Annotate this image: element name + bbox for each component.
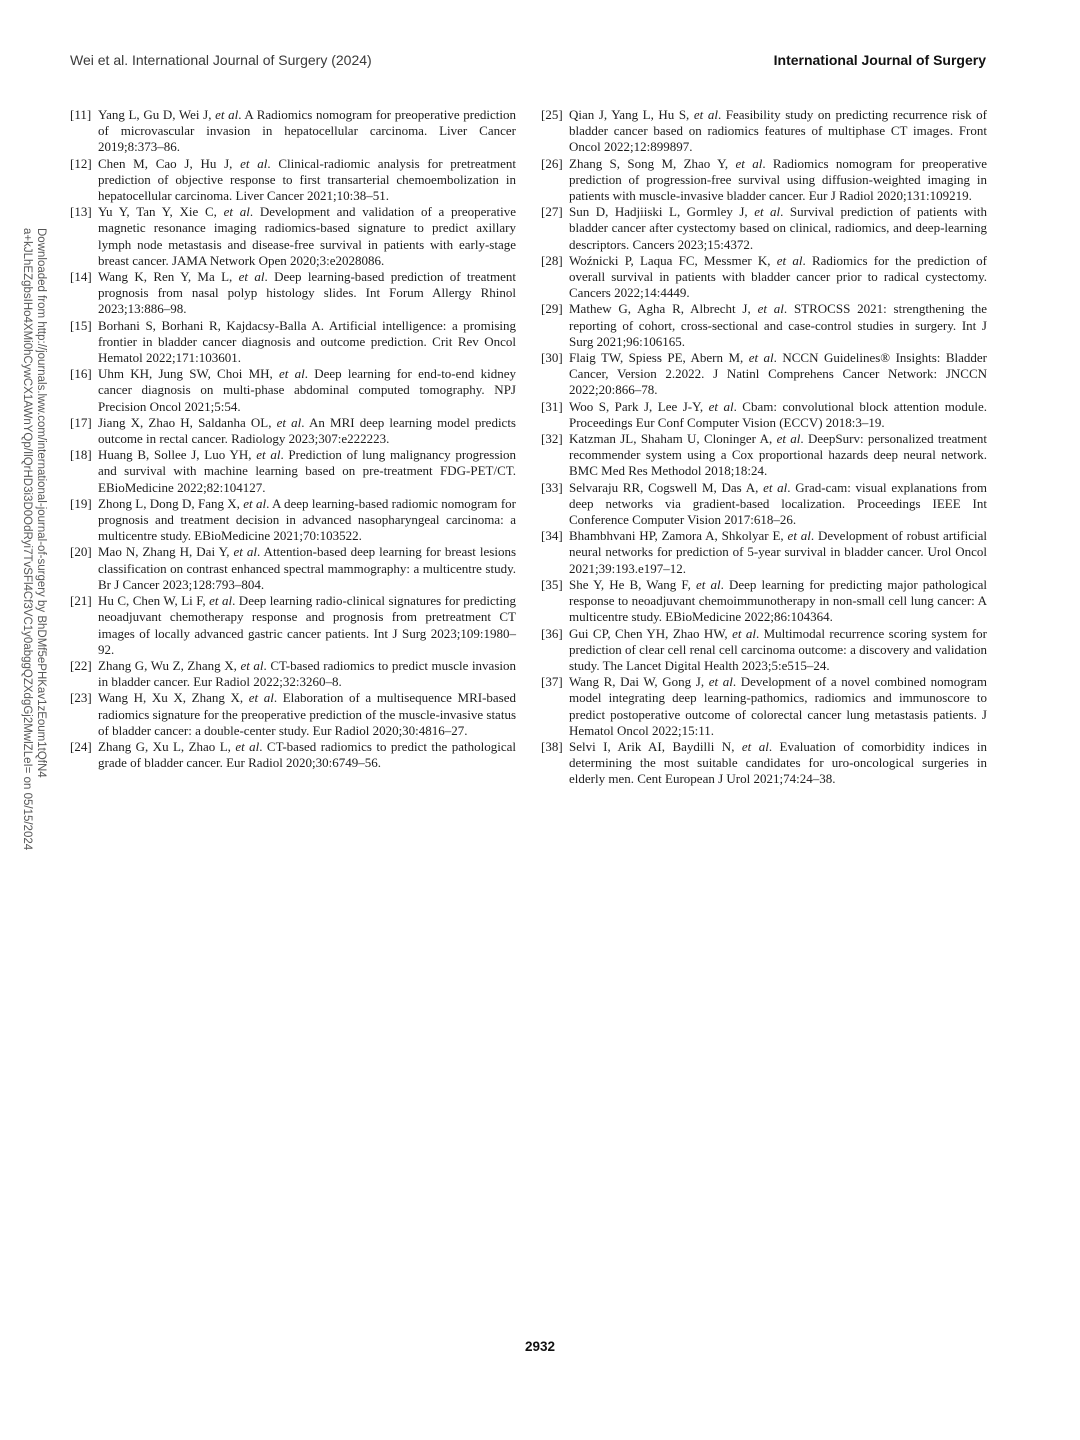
reference-authors: Woźnicki P, Laqua FC, Messmer K, <box>569 252 771 268</box>
reference-number: [24] <box>70 738 92 754</box>
reference-et-al: et al <box>763 479 788 495</box>
reference-et-al: et al <box>235 738 260 754</box>
reference-number: [30] <box>541 350 563 366</box>
reference-details: . Development of a novel combined nomogram model integrating deep learning-pathomics, radiomics and immunoscore to predict postoperative outcome of colorectal cancer lung metastasis patients. J Hematol Oncol 2022;15:11. <box>569 674 988 738</box>
reference-number: [25] <box>541 107 563 122</box>
reference-et-al: et al <box>741 738 769 754</box>
reference-et-al: et al <box>240 657 264 673</box>
reference-text <box>569 577 987 624</box>
reference-text <box>569 528 987 575</box>
reference-authors: Zhang S, Song M, Zhao Y, <box>569 155 729 171</box>
reference-details: . STROCSS 2021: strengthening the reporting of cohort, cross-sectional and case-control studies in surgery. Int J Surg 2021;96:106165. <box>569 301 988 349</box>
reference-et-al: et al <box>248 690 274 706</box>
reference-details: . Feasibility study on predicting recurrence risk of bladder cancer based on radiomics features of multiphase CT images. Front Oncol 2022;12:899897. <box>569 107 988 155</box>
reference-details: . DeepSurv: personalized treatment recommender system using a Cox proportional hazards deep neural network. BMC Med Res Methodol 2018;18:24. <box>569 431 987 479</box>
reference-item <box>541 350 987 399</box>
reference-details: . A Radiomics nomogram for preoperative prediction of microvascular invasion in hepatocellular carcinoma. Liver Cancer 2019;8:373–86. <box>98 107 517 155</box>
reference-authors: Qian J, Yang L, Hu S, <box>569 107 690 122</box>
reference-et-al: et al <box>754 204 781 220</box>
reference-item <box>70 156 516 205</box>
reference-et-al: et al <box>787 528 811 544</box>
reference-authors: Borhani S, Borhani R, Kajdacsy-Balla A. <box>98 317 325 333</box>
reference-item <box>70 415 516 447</box>
reference-details: . NCCN Guidelines® Insights: Bladder Cancer, Version 2.2022. J Natinl Comprehens Cancer Network: JNCCN 2022;20:866–78. <box>569 350 987 398</box>
reference-text <box>98 544 516 591</box>
reference-item <box>541 480 987 529</box>
reference-details: . Deep learning for predicting major pathological response to neoadjuvant chemoimmunotherapy in non-small cell lung cancer: A multicentre study. EBioMedicine 2022;86:104364. <box>569 576 988 625</box>
reference-number: [14] <box>70 269 92 285</box>
reference-text <box>98 690 516 737</box>
reference-item <box>70 366 516 415</box>
references-column-left <box>70 107 516 771</box>
reference-et-al: et al <box>735 155 763 171</box>
reference-number: [34] <box>541 528 563 544</box>
reference-item <box>70 107 516 156</box>
watermark-line-1: Downloaded from http://journals.lww.com/international-journal-of-surgery by BhDMf5ePHKav1zEoum1tQfN4 <box>35 228 47 778</box>
reference-text <box>569 350 987 397</box>
reference-authors: Zhong L, Dong D, Fang X, <box>98 495 240 511</box>
reference-item <box>70 658 516 690</box>
reference-et-al: et al <box>279 366 305 382</box>
reference-authors: Flaig TW, Spiess PE, Abern M, <box>569 350 744 366</box>
reference-et-al: et al <box>243 495 267 511</box>
reference-number: [11] <box>70 107 92 122</box>
reference-item <box>541 399 987 431</box>
reference-number: [23] <box>70 690 92 706</box>
reference-details: . Deep learning for end-to-end kidney cancer diagnosis on multi-phase abdominal computed tomography. NPJ Precision Oncol 2021;5:54. <box>98 366 517 414</box>
reference-authors: Selvi I, Arik AI, Baydilli N, <box>569 738 735 754</box>
reference-details: . Elaboration of a multisequence MRI-based radiomics signature for the preoperative prediction of the muscle-invasive status of bladder cancer: a double-center study. Eur Radiol 2020;30:4816–27. <box>98 690 517 738</box>
reference-authors: Yang L, Gu D, Wei J, <box>98 107 212 122</box>
reference-details: . Cbam: convolutional block attention module. Proceedings Eur Conf Computer Vision (ECCV) 2018:3–19. <box>569 398 988 430</box>
reference-number: [38] <box>541 738 563 754</box>
reference-details: . Attention-based deep learning for breast lesions classification on contrast enhanced spectral mammography: a multicentre study. Br J Cancer 2023;128:793–804. <box>98 544 516 592</box>
reference-et-al: et al <box>776 431 801 447</box>
reference-text <box>98 269 516 316</box>
reference-et-al: et al <box>238 269 265 285</box>
reference-number: [28] <box>541 252 563 268</box>
reference-text <box>98 739 516 770</box>
reference-item <box>70 447 516 496</box>
reference-number: [22] <box>70 657 92 673</box>
reference-authors: Zhang G, Xu L, Zhao L, <box>98 738 231 754</box>
reference-text <box>98 318 516 365</box>
reference-text <box>569 399 987 430</box>
reference-text <box>98 156 516 203</box>
reference-details: . Prediction of lung malignancy progression and survival with machine learning based on pre-treatment FDG-PET/CT. EBioMedicine 2022;82:104127. <box>98 447 517 495</box>
running-header-journal: International Journal of Surgery <box>773 52 986 68</box>
reference-text <box>569 674 987 738</box>
reference-authors: Uhm KH, Jung SW, Choi MH, <box>98 366 273 382</box>
reference-number: [17] <box>70 414 92 430</box>
reference-details: . CT-based radiomics to predict the pathological grade of bladder cancer. Eur Radiol 2020;30:6749–56. <box>98 738 516 771</box>
reference-et-al: et al <box>695 576 721 592</box>
reference-item <box>541 301 987 350</box>
reference-details: . Development of robust artificial neural networks for prediction of 5-year survival in bladder cancer. Urol Oncol 2021;39:193.e197–12. <box>569 528 988 576</box>
reference-details: . Radiomics nomogram for preoperative prediction of progression-free survival using diffusion-weighted imaging in patients with muscle-invasive bladder cancer. Eur J Radiol 2020;131:109219. <box>569 155 987 204</box>
reference-item <box>70 690 516 739</box>
reference-authors: Huang B, Sollee J, Luo YH, <box>98 447 252 463</box>
reference-details: . Deep learning radio-clinical signatures for predicting neoadjuvant chemotherapy response and prognosis from pretreatment CT images of locally advanced gastric cancer patients. Int J Surg 2023;109:1980–92. <box>98 593 517 657</box>
reference-authors: Chen M, Cao J, Hu J, <box>98 155 233 171</box>
reference-text <box>98 366 516 413</box>
reference-authors: Hu C, Chen W, Li F, <box>98 593 206 609</box>
reference-item <box>70 544 516 593</box>
reference-authors: Mathew G, Agha R, Albrecht J, <box>569 301 751 317</box>
download-watermark <box>20 228 48 850</box>
reference-authors: Selvaraju RR, Cogswell M, Das A, <box>569 479 759 495</box>
reference-details: . Development and validation of a preoperative magnetic resonance imaging radiomics-based signature to predict axillary lymph node metastasis and disease-free survival in patients with early-stage breast cancer. JAMA Network Open 2020;3:e2028086. <box>98 204 516 268</box>
reference-details: . Deep learning-based prediction of treatment prognosis from nasal polyp histology slides. Int Forum Allergy Rhinol 2023;13:886–98. <box>98 269 517 317</box>
reference-authors: Mao N, Zhang H, Dai Y, <box>98 544 230 560</box>
reference-authors: Gui CP, Chen YH, Zhao HW, <box>569 625 728 641</box>
reference-number: [16] <box>70 366 92 382</box>
reference-et-al: et al <box>256 447 281 463</box>
reference-details: . Grad-cam: visual explanations from deep networks via gradient-based localization. Proceedings IEEE Int Conference Computer Vision 2017:618–26. <box>569 479 988 528</box>
reference-text <box>569 156 987 203</box>
reference-text <box>569 480 987 527</box>
reference-text <box>98 447 516 494</box>
reference-item <box>70 496 516 545</box>
reference-et-al: et al <box>776 252 803 268</box>
reference-et-al: et al <box>209 593 233 609</box>
reference-text <box>569 253 987 300</box>
page-number: 2932 <box>524 1339 556 1354</box>
reference-details: . Radiomics for the prediction of overall survival in patients with bladder cancer prior to radical cystectomy. Cancers 2022;14:4449. <box>569 252 987 301</box>
reference-authors: Sun D, Hadjiiski L, Gormley J, <box>569 204 748 220</box>
reference-text <box>569 107 987 154</box>
reference-item <box>541 528 987 577</box>
reference-authors: She Y, He B, Wang F, <box>569 576 691 592</box>
reference-text <box>569 431 987 478</box>
reference-number: [27] <box>541 204 563 220</box>
reference-et-al: et al <box>708 674 733 690</box>
reference-item <box>541 107 987 156</box>
reference-details: . A deep learning-based radiomic nomogram for prognosis and treatment decision in advanced nasopharyngeal carcinoma: a multicentre study. EBioMedicine 2021;70:103522. <box>98 495 517 544</box>
reference-number: [33] <box>541 479 563 495</box>
reference-authors: Bhambhvani HP, Zamora A, Shkolyar E, <box>569 528 784 544</box>
reference-et-al: et al <box>240 155 268 171</box>
reference-details: . Evaluation of comorbidity indices in determining the most suitable candidates for uro-oncological surgeries in elderly men. Cent European J Urol 2021;74:24–38. <box>569 738 987 787</box>
reference-authors: Wang H, Xu X, Zhang X, <box>98 690 244 706</box>
reference-details: . CT-based radiomics to predict muscle invasion in bladder cancer. Eur Radiol 2022;32:3260–8. <box>98 657 516 690</box>
reference-authors: Wang K, Ren Y, Ma L, <box>98 269 233 285</box>
reference-authors: Zhang G, Wu Z, Zhang X, <box>98 657 237 673</box>
reference-text <box>569 204 987 251</box>
reference-details: . Multimodal recurrence scoring system for prediction of clear cell renal cell carcinoma outcome: a discovery and validation study. The Lancet Digital Health 2023;5:e515–24. <box>569 625 988 673</box>
reference-text <box>98 204 516 268</box>
reference-text <box>569 739 987 786</box>
reference-item <box>541 674 987 739</box>
reference-et-al: et al <box>215 107 239 122</box>
reference-authors: Yu Y, Tan Y, Xie C, <box>98 204 217 220</box>
reference-authors: Jiang X, Zhao H, Saldanha OL, <box>98 414 272 430</box>
reference-text <box>569 301 987 348</box>
reference-number: [35] <box>541 576 563 592</box>
references-column-right <box>541 107 987 788</box>
reference-et-al: et al <box>748 350 774 366</box>
reference-et-al: et al <box>732 625 756 641</box>
reference-number: [37] <box>541 674 563 690</box>
reference-details: Artificial intelligence: a promising frontier in bladder cancer diagnosis and outcome prediction. Crit Rev Oncol Hematol 2022;171:103601. <box>98 317 516 366</box>
reference-number: [29] <box>541 301 563 317</box>
reference-authors: Katzman JL, Shaham U, Cloninger A, <box>569 431 773 447</box>
reference-details: . Survival prediction of patients with bladder cancer after cystectomy based on clinical, radiomics, and deep-learning descriptors. Cancers 2023;15:4372. <box>569 204 987 252</box>
reference-number: [31] <box>541 398 563 414</box>
reference-et-al: et al <box>693 107 718 122</box>
reference-et-al: et al <box>708 398 734 414</box>
reference-number: [19] <box>70 495 92 511</box>
reference-text <box>98 496 516 543</box>
reference-number: [26] <box>541 155 563 171</box>
reference-number: [36] <box>541 625 563 641</box>
reference-item <box>541 204 987 253</box>
reference-item <box>541 739 987 788</box>
reference-item <box>541 626 987 675</box>
reference-et-al: et al <box>223 204 250 220</box>
reference-details: . Clinical-radiomic analysis for pretreatment prediction of objective response to first transarterial chemoembolization in hepatocellular carcinoma. Liver Cancer 2021;10:38–51. <box>98 155 516 204</box>
running-header-left: Wei et al. International Journal of Surgery (2024) <box>70 52 372 68</box>
reference-item <box>541 431 987 480</box>
reference-number: [21] <box>70 593 92 609</box>
reference-item <box>70 204 516 269</box>
reference-et-al: et al <box>233 544 258 560</box>
reference-item <box>70 739 516 771</box>
reference-details: . An MRI deep learning model predicts outcome in rectal cancer. Radiology 2023;307:e222223. <box>98 414 516 447</box>
reference-text <box>98 107 516 154</box>
reference-text <box>98 593 516 657</box>
reference-item <box>541 156 987 205</box>
reference-authors: Wang R, Dai W, Gong J, <box>569 674 705 690</box>
watermark-line-2: a+kJLhEZgbsIHo4XMi0hCywCX1AWnYQp/IlQrHD3i3D0OdRyi7TvSFl4Cf3VC1y0abggQZXdgGj2MwlZLeI= on 05/15/2024 <box>21 228 33 851</box>
reference-number: [18] <box>70 447 92 463</box>
reference-number: [13] <box>70 204 92 220</box>
reference-item <box>70 269 516 318</box>
reference-item <box>541 253 987 302</box>
reference-number: [32] <box>541 431 563 447</box>
reference-text <box>98 415 516 446</box>
reference-item <box>70 593 516 658</box>
reference-et-al: et al <box>276 414 302 430</box>
reference-text <box>98 658 516 689</box>
reference-number: [20] <box>70 544 92 560</box>
reference-item <box>70 318 516 367</box>
reference-item <box>541 577 987 626</box>
reference-authors: Woo S, Park J, Lee J-Y, <box>569 398 704 414</box>
reference-number: [12] <box>70 155 92 171</box>
reference-et-al: et al <box>757 301 784 317</box>
reference-text <box>569 626 987 673</box>
reference-number: [15] <box>70 317 92 333</box>
